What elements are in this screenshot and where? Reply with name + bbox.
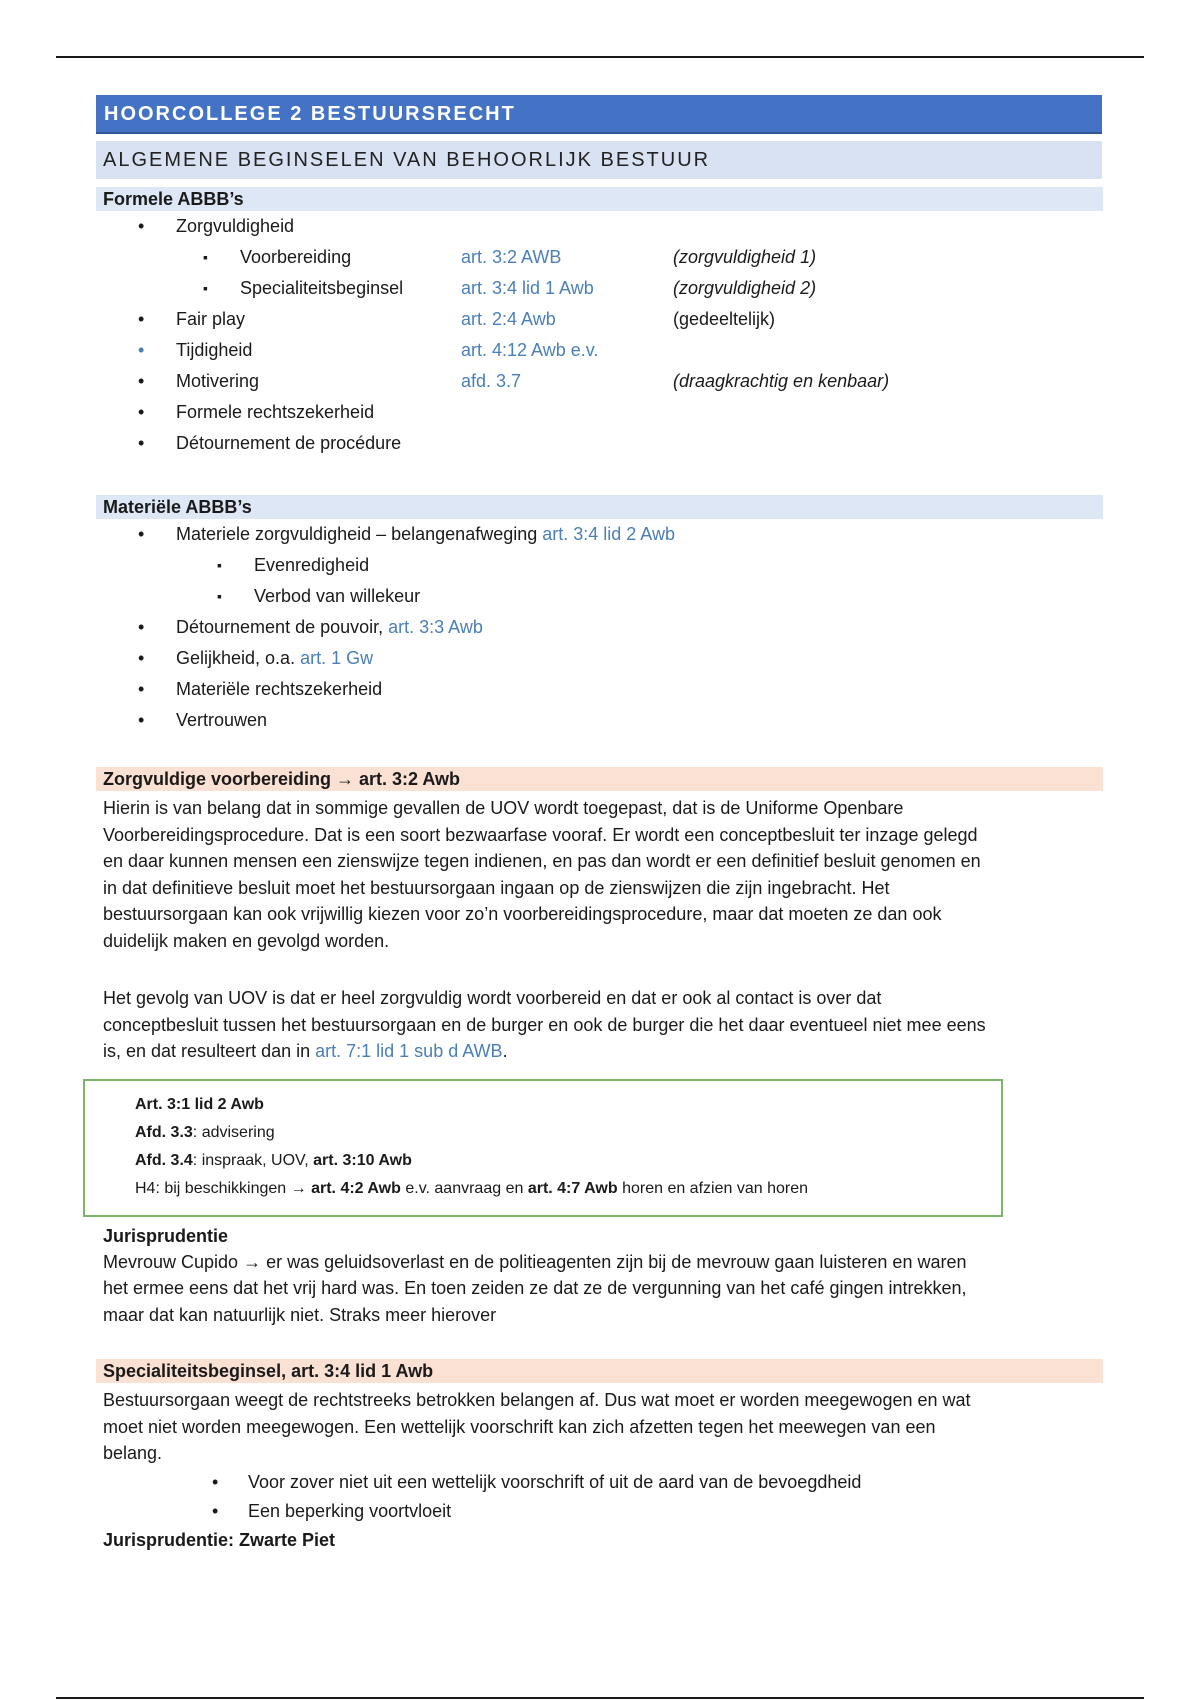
paragraph: Mevrouw Cupido → er was geluidsoverlast en de politieagenten zijn bij de mevrouw gaan luisteren en waren het ermee eens dat het vrij hard was. En toen zeiden ze dat ze de vergunning van het café gingen intrekken, maar dat kan natuurlijk niet. Straks meer hierover — [103, 1251, 967, 1325]
document-page — [96, 95, 1102, 1553]
article-reference: art. 3:2 AWB — [461, 247, 562, 267]
list-item: • Détournement de procédure — [96, 428, 1102, 459]
square-bullet-icon: ▪ — [203, 280, 208, 296]
specialiteit-list — [96, 1467, 1102, 1525]
bullet-icon: • — [212, 1471, 219, 1492]
article-reference: art. 3:4 lid 1 Awb — [461, 278, 594, 298]
article-reference: art. 4:12 Awb e.v. — [461, 340, 599, 360]
list-item: • Fair play art. 2:4 Awb (gedeeltelijk) — [96, 304, 1102, 335]
list-item: • Formele rechtszekerheid — [96, 397, 1102, 428]
list-item: ▪ Evenredigheid — [96, 550, 1102, 581]
summary-box: Art. 3:1 lid 2 Awb Afd. 3.3: advisering Afd. 3.4: inspraak, UOV, art. 3:10 Awb H4: bij beschikkingen → art. 4:2 Awb e.v. aanvraag en art. 4:7 Awb horen en afzien van horen — [83, 1079, 1003, 1217]
bullet-icon: • — [138, 679, 145, 699]
list-item: • Détournement de pouvoir, art. 3:3 Awb — [96, 612, 1102, 643]
jurisprudentie-zwarte-piet: Jurisprudentie: Zwarte Piet — [103, 1529, 336, 1550]
bullet-icon: • — [212, 1500, 219, 1521]
bullet-icon: • — [138, 617, 145, 637]
list-item: ▪ Verbod van willekeur — [96, 581, 1102, 612]
list-item: • Gelijkheid, o.a. art. 1 Gw — [96, 643, 1102, 674]
bullet-icon: • — [138, 216, 145, 236]
bullet-icon: • — [138, 524, 145, 544]
top-rule — [56, 56, 1144, 58]
article-reference: art. 3:3 Awb — [388, 617, 483, 637]
bullet-icon: • — [138, 433, 145, 453]
article-reference: art. 7:1 lid 1 sub d AWB — [315, 1041, 503, 1061]
section-heading-abbb: ALGEMENE BEGINSELEN VAN BEHOORLIJK BESTUUR — [96, 141, 1102, 179]
materiele-list — [96, 519, 1102, 736]
article-reference: art. 3:4 lid 2 Awb — [542, 524, 675, 544]
formele-list — [96, 211, 1102, 459]
formele-heading: Formele ABBB’s — [96, 187, 1103, 211]
specialiteitsbeginsel-heading: Specialiteitsbeginsel, art. 3:4 lid 1 Awb — [96, 1359, 1103, 1383]
bullet-icon: • — [138, 402, 145, 422]
list-item: ▪ Voorbereiding art. 3:2 AWB (zorgvuldigheid 1) — [96, 242, 1102, 273]
square-bullet-icon: ▪ — [203, 249, 208, 265]
bullet-icon: • — [138, 340, 145, 360]
paragraph: Bestuursorgaan weegt de rechtstreeks betrokken belangen af. Dus wat moet er worden meegewogen en wat moet niet worden meegewogen. Een wettelijk voorschrift kan zich afzetten tegen het meewegen van een belang. — [103, 1390, 971, 1463]
page-title: HOORCOLLEGE 2 BESTUURSRECHT — [96, 95, 1102, 134]
bullet-icon: • — [138, 710, 145, 730]
list-item: • Voor zover niet uit een wettelijk voorschrift of uit de aard van de bevoegdheid — [96, 1467, 1102, 1496]
jurisprudentie-heading: Jurisprudentie — [103, 1225, 229, 1246]
square-bullet-icon: ▪ — [217, 588, 222, 604]
article-reference: afd. 3.7 — [461, 371, 522, 391]
list-item: • Zorgvuldigheid — [96, 211, 1102, 242]
list-item: • Tijdigheid art. 4:12 Awb e.v. — [96, 335, 1102, 366]
list-item: • Materiële rechtszekerheid — [96, 674, 1102, 705]
list-item: • Vertrouwen — [96, 705, 1102, 736]
list-item: • Materiele zorgvuldigheid – belangenafweging art. 3:4 lid 2 Awb — [96, 519, 1102, 550]
list-item: • Een beperking voortvloeit — [96, 1496, 1102, 1525]
paragraph: Het gevolg van UOV is dat er heel zorgvuldig wordt voorbereid en dat er ook al contact is over dat conceptbesluit tussen het bestuursorgaan en de burger en ook de burger die het daar eventueel niet mee eens is, en dat resulteert dan in art. 7:1 lid 1 sub d AWB. — [103, 988, 986, 1061]
bullet-icon: • — [138, 309, 145, 329]
paragraph: Hierin is van belang dat in sommige gevallen de UOV wordt toegepast, dat is de Uniforme Openbare Voorbereidingsprocedure. Dat is een soort bezwaarfase vooraf. Er wordt een conceptbesluit ter inzage gelegd en daar kunnen mensen een zienswijze tegen indienen, en pas dan wordt er een definitief besluit genomen en in dat definitieve besluit moet het bestuursorgaan ingaan op de zienswijzen die zijn ingebracht. Het bestuursorgaan kan ook vrijwillig kiezen voor zo’n voorbereidingsprocedure, maar dat moeten ze dan ook duidelijk maken en gevolgd worden. — [103, 798, 981, 951]
bullet-icon: • — [138, 648, 145, 668]
list-item: • Motivering afd. 3.7 (draagkrachtig en kenbaar) — [96, 366, 1102, 397]
bullet-icon: • — [138, 371, 145, 391]
article-reference: art. 2:4 Awb — [461, 309, 556, 329]
zorgvuldige-voorbereiding-heading: Zorgvuldige voorbereiding → art. 3:2 Awb — [96, 767, 1103, 791]
list-item: ▪ Specialiteitsbeginsel art. 3:4 lid 1 Awb (zorgvuldigheid 2) — [96, 273, 1102, 304]
materiele-heading: Materiële ABBB’s — [96, 495, 1103, 519]
square-bullet-icon: ▪ — [217, 557, 222, 573]
article-reference: art. 1 Gw — [300, 648, 374, 668]
bottom-rule — [56, 1697, 1144, 1699]
